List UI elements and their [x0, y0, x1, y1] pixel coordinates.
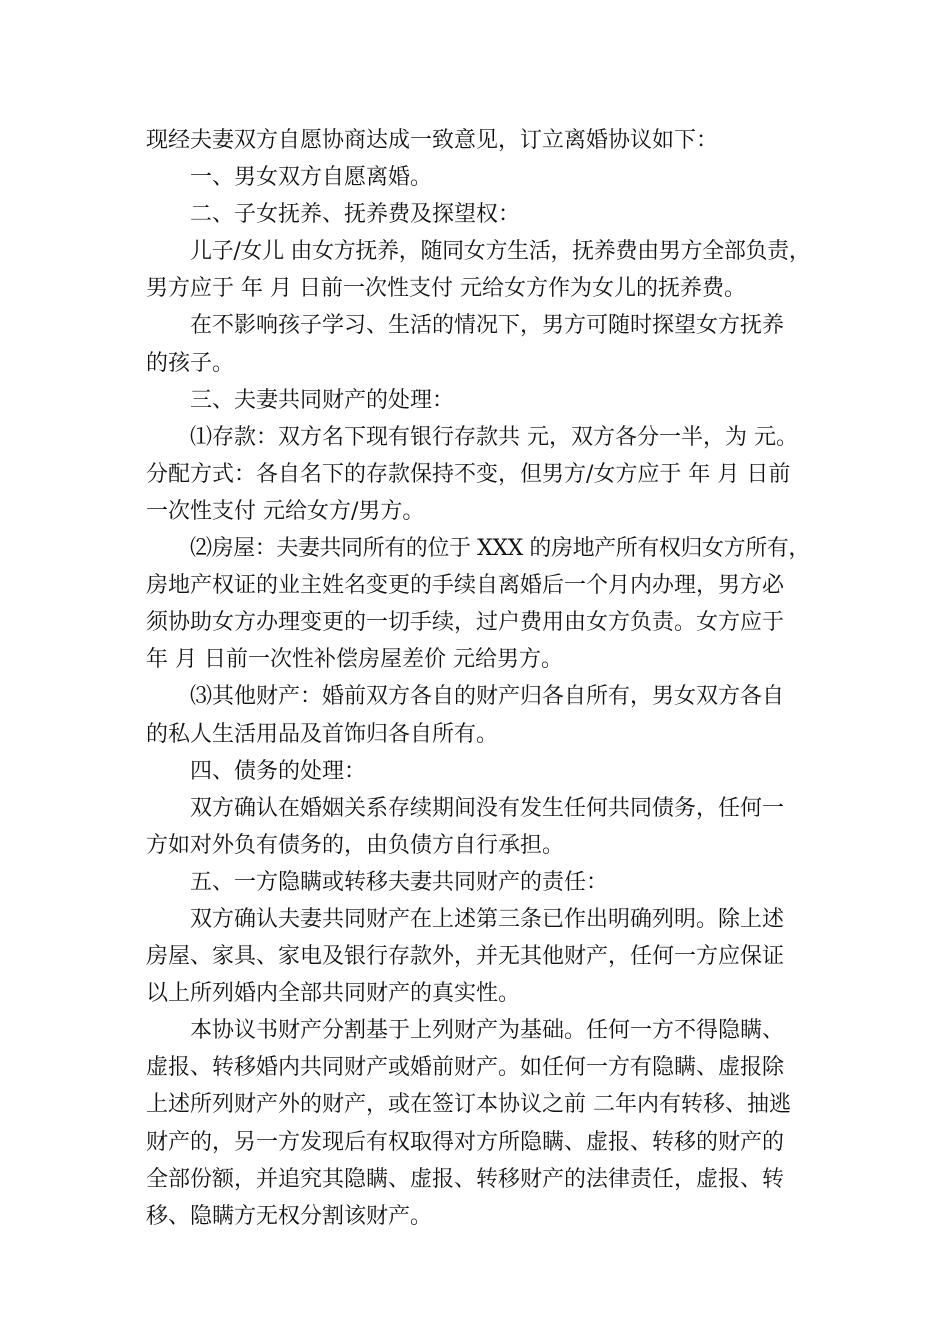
document-line: 以上所列婚内全部共同财产的真实性。 — [146, 981, 521, 1007]
document-line: 须协助女方办理变更的一切手续，过户费用由女方负责。女方应于 — [146, 610, 785, 636]
document-line: 双方确认在婚姻关系存续期间没有发生任何共同债务，任何一 — [190, 795, 785, 821]
document-line: 全部份额，并追究其隐瞒、虚报、转移财产的法律责任，虚报、转 — [146, 1166, 785, 1192]
document-line: 上述所列财产外的财产，或在签订本协议之前 二年内有转移、抽逃 — [146, 1092, 791, 1118]
document-line: 分配方式：各自名下的存款保持不变，但男方/女方应于 年 月 日前 — [146, 461, 791, 487]
document-line: 的孩子。 — [146, 350, 235, 376]
agreement-body — [146, 122, 810, 1235]
document-line: 一、男女双方自愿离婚。 — [190, 165, 433, 191]
document-line: 的私人生活用品及首饰归各自所有。 — [146, 721, 499, 747]
document-line: 儿子/女儿 由女方抚养，随同女方生活，抚养费由男方全部负责， — [190, 239, 811, 265]
document-line: 本协议书财产分割基于上列财产为基础。任何一方不得隐瞒、 — [190, 1018, 785, 1044]
document-line: ⑶其他财产：婚前双方各自的财产归各自所有，男女双方各自 — [190, 684, 785, 710]
document-line: 一次性支付 元给女方/男方。 — [146, 498, 425, 524]
document-line: 房屋、家具、家电及银行存款外，并无其他财产，任何一方应保证 — [146, 944, 785, 970]
document-line: 四、债务的处理： — [190, 758, 367, 784]
document-line: 年 月 日前一次性补偿房屋差价 元给男方。 — [146, 647, 563, 673]
document-line: 移、隐瞒方无权分割该财产。 — [146, 1203, 433, 1229]
document-line: 现经夫妻双方自愿协商达成一致意见，订立离婚协议如下： — [146, 128, 719, 153]
document-line: 三、夫妻共同财产的处理： — [190, 387, 455, 413]
document-line: 方如对外负有债务的，由负债方自行承担。 — [146, 832, 565, 858]
document-line: 房地产权证的业主姓名变更的手续自离婚后一个月内办理，男方必 — [146, 573, 785, 599]
document-line: 双方确认夫妻共同财产在上述第三条已作出明确列明。除上述 — [190, 906, 785, 932]
document-line: 五、一方隐瞒或转移夫妻共同财产的责任： — [190, 869, 609, 895]
document-line: 二、子女抚养、抚养费及探望权： — [190, 202, 521, 228]
document-line: ⑵房屋：夫妻共同所有的位于 XXX 的房地产所有权归女方所有， — [190, 536, 810, 562]
document-line: 在不影响孩子学习、生活的情况下，男方可随时探望女方抚养 — [190, 313, 785, 339]
document-line: 虚报、转移婚内共同财产或婚前财产。如任何一方有隐瞒、虚报除 — [146, 1055, 785, 1081]
document-line: 财产的，另一方发现后有权取得对方所隐瞒、虚报、转移的财产的 — [146, 1129, 785, 1155]
document-line: 男方应于 年 月 日前一次性支付 元给女方作为女儿的抚养费。 — [146, 276, 746, 302]
document-line: ⑴存款：双方名下现有银行存款共 元，双方各分一半，为 元。 — [190, 424, 798, 450]
